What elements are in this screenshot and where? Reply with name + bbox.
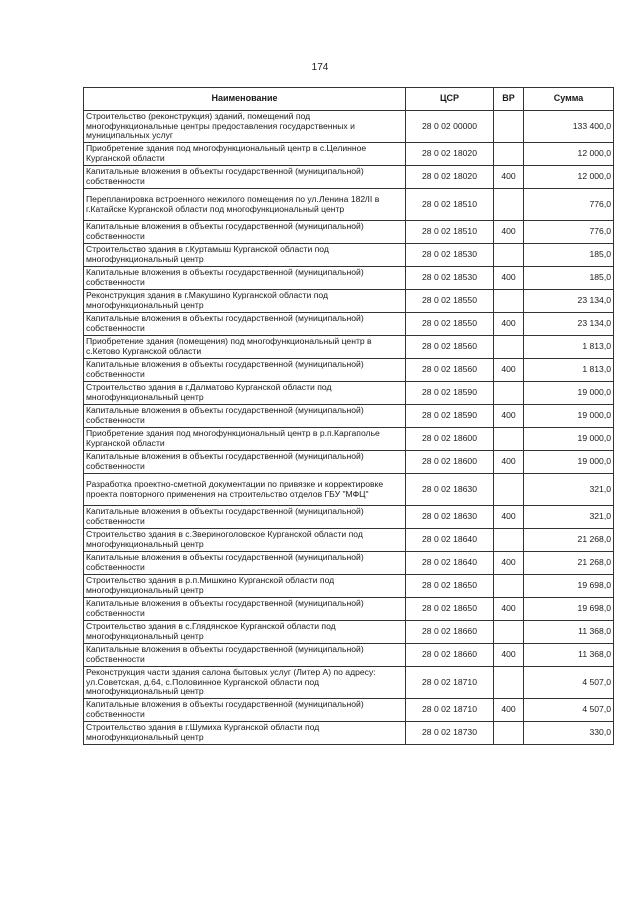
- cell-name: Капитальные вложения в объекты государственной (муниципальной) собственности: [84, 221, 406, 244]
- cell-csr: 28 0 02 18660: [406, 621, 494, 644]
- table-row: [84, 506, 614, 529]
- cell-vr: [494, 722, 524, 745]
- cell-sum: 19 000,0: [524, 428, 614, 451]
- cell-csr: 28 0 02 18550: [406, 313, 494, 336]
- cell-csr: 28 0 02 18550: [406, 290, 494, 313]
- cell-name: Реконструкция части здания салона бытовых услуг (Литер А) по адресу: ул.Советская, д.64, с.Половинное Курганской области под многофункциональный центр: [84, 667, 406, 699]
- cell-csr: 28 0 02 18560: [406, 359, 494, 382]
- cell-name: Строительство здания в г.Куртамыш Курганской области под многофункциональный центр: [84, 244, 406, 267]
- cell-vr: 400: [494, 359, 524, 382]
- table-row: [84, 598, 614, 621]
- table-row: [84, 667, 614, 699]
- cell-sum: 4 507,0: [524, 699, 614, 722]
- cell-name: Капитальные вложения в объекты государственной (муниципальной) собственности: [84, 506, 406, 529]
- table-row: [84, 382, 614, 405]
- table-row: [84, 189, 614, 221]
- cell-csr: 28 0 02 18650: [406, 598, 494, 621]
- cell-sum: 23 134,0: [524, 290, 614, 313]
- cell-sum: 1 813,0: [524, 359, 614, 382]
- table-row: [84, 405, 614, 428]
- header-vr: ВР: [494, 88, 524, 111]
- cell-sum: 321,0: [524, 506, 614, 529]
- cell-csr: 28 0 02 18510: [406, 221, 494, 244]
- cell-vr: 400: [494, 598, 524, 621]
- cell-vr: [494, 111, 524, 143]
- table-row: [84, 621, 614, 644]
- cell-csr: 28 0 02 18630: [406, 506, 494, 529]
- cell-vr: 400: [494, 267, 524, 290]
- cell-sum: 19 000,0: [524, 451, 614, 474]
- table-row: [84, 552, 614, 575]
- cell-vr: [494, 428, 524, 451]
- cell-csr: 28 0 02 18510: [406, 189, 494, 221]
- cell-csr: 28 0 02 18650: [406, 575, 494, 598]
- table-row: [84, 451, 614, 474]
- cell-sum: 185,0: [524, 244, 614, 267]
- cell-name: Строительство здания в с.Звериноголовское Курганской области под многофункциональный центр: [84, 529, 406, 552]
- cell-csr: 28 0 02 00000: [406, 111, 494, 143]
- page-number: 174: [311, 62, 329, 73]
- cell-csr: 28 0 02 18710: [406, 699, 494, 722]
- cell-csr: 28 0 02 18600: [406, 451, 494, 474]
- cell-name: Приобретение здания под многофункциональный центр в с.Целинное Курганской области: [84, 143, 406, 166]
- cell-sum: 330,0: [524, 722, 614, 745]
- cell-name: Строительство здания в р.п.Мишкино Курганской области под многофункциональный центр: [84, 575, 406, 598]
- cell-name: Строительство здания в г.Шумиха Курганской области под многофункциональный центр: [84, 722, 406, 745]
- cell-vr: 400: [494, 644, 524, 667]
- header-csr: ЦСР: [406, 88, 494, 111]
- cell-csr: 28 0 02 18530: [406, 267, 494, 290]
- cell-sum: 11 368,0: [524, 644, 614, 667]
- cell-name: Приобретение здания под многофункциональный центр в р.п.Каргаполье Курганской области: [84, 428, 406, 451]
- table-row: [84, 428, 614, 451]
- table-row: [84, 722, 614, 745]
- cell-name: Капитальные вложения в объекты государственной (муниципальной) собственности: [84, 166, 406, 189]
- cell-name: Строительство (реконструкция) зданий, помещений под многофункциональные центры предоставления государственных и муниципальных услуг: [84, 111, 406, 143]
- cell-csr: 28 0 02 18640: [406, 552, 494, 575]
- cell-vr: 400: [494, 166, 524, 189]
- cell-csr: 28 0 02 18660: [406, 644, 494, 667]
- cell-sum: 11 368,0: [524, 621, 614, 644]
- cell-vr: [494, 621, 524, 644]
- cell-vr: [494, 290, 524, 313]
- cell-sum: 776,0: [524, 221, 614, 244]
- table-row: [84, 111, 614, 143]
- table-row: [84, 267, 614, 290]
- cell-name: Реконструкция здания в г.Макушино Курганской области под многофункциональный центр: [84, 290, 406, 313]
- cell-vr: 400: [494, 506, 524, 529]
- cell-name: Капитальные вложения в объекты государственной (муниципальной) собственности: [84, 644, 406, 667]
- header-sum: Сумма: [524, 88, 614, 111]
- cell-sum: 19 698,0: [524, 575, 614, 598]
- cell-sum: 12 000,0: [524, 166, 614, 189]
- cell-sum: 185,0: [524, 267, 614, 290]
- table-header-row: [84, 88, 614, 111]
- table-row: [84, 244, 614, 267]
- cell-csr: 28 0 02 18600: [406, 428, 494, 451]
- table-row: [84, 359, 614, 382]
- cell-vr: [494, 529, 524, 552]
- cell-name: Капитальные вложения в объекты государственной (муниципальной) собственности: [84, 359, 406, 382]
- table-row: [84, 221, 614, 244]
- cell-csr: 28 0 02 18590: [406, 405, 494, 428]
- cell-sum: 19 000,0: [524, 405, 614, 428]
- table-row: [84, 699, 614, 722]
- cell-name: Разработка проектно-сметной документации по привязке и корректировке проекта повторного применения на строительство отделов ГБУ "МФЦ": [84, 474, 406, 506]
- cell-vr: [494, 189, 524, 221]
- cell-vr: 400: [494, 405, 524, 428]
- cell-sum: 21 268,0: [524, 552, 614, 575]
- cell-csr: 28 0 02 18590: [406, 382, 494, 405]
- table-row: [84, 474, 614, 506]
- cell-name: Капитальные вложения в объекты государственной (муниципальной) собственности: [84, 405, 406, 428]
- cell-sum: 23 134,0: [524, 313, 614, 336]
- cell-csr: 28 0 02 18020: [406, 143, 494, 166]
- cell-sum: 19 000,0: [524, 382, 614, 405]
- cell-vr: 400: [494, 451, 524, 474]
- cell-name: Приобретение здания (помещения) под многофункциональный центр в с.Кетово Курганской области: [84, 336, 406, 359]
- cell-csr: 28 0 02 18020: [406, 166, 494, 189]
- cell-sum: 1 813,0: [524, 336, 614, 359]
- table-row: [84, 575, 614, 598]
- cell-sum: 776,0: [524, 189, 614, 221]
- cell-sum: 321,0: [524, 474, 614, 506]
- cell-sum: 21 268,0: [524, 529, 614, 552]
- cell-vr: [494, 143, 524, 166]
- cell-vr: [494, 575, 524, 598]
- cell-name: Капитальные вложения в объекты государственной (муниципальной) собственности: [84, 552, 406, 575]
- cell-name: Капитальные вложения в объекты государственной (муниципальной) собственности: [84, 267, 406, 290]
- table-row: [84, 336, 614, 359]
- table-row: [84, 166, 614, 189]
- table-row: [84, 529, 614, 552]
- cell-name: Капитальные вложения в объекты государственной (муниципальной) собственности: [84, 313, 406, 336]
- cell-vr: 400: [494, 552, 524, 575]
- table-row: [84, 644, 614, 667]
- header-name: Наименование: [84, 88, 406, 111]
- cell-name: Капитальные вложения в объекты государственной (муниципальной) собственности: [84, 598, 406, 621]
- budget-table: [83, 87, 614, 745]
- cell-vr: [494, 474, 524, 506]
- cell-vr: 400: [494, 313, 524, 336]
- cell-name: Перепланировка встроенного нежилого помещения по ул.Ленина 182/II в г.Катайске Курганской области под многофункциональный центр: [84, 189, 406, 221]
- cell-sum: 19 698,0: [524, 598, 614, 621]
- cell-csr: 28 0 02 18560: [406, 336, 494, 359]
- cell-vr: [494, 336, 524, 359]
- cell-sum: 12 000,0: [524, 143, 614, 166]
- cell-csr: 28 0 02 18710: [406, 667, 494, 699]
- cell-vr: 400: [494, 699, 524, 722]
- cell-csr: 28 0 02 18730: [406, 722, 494, 745]
- table-row: [84, 143, 614, 166]
- cell-vr: [494, 244, 524, 267]
- cell-name: Строительство здания в с.Глядянское Курганской области под многофункциональный центр: [84, 621, 406, 644]
- cell-vr: [494, 667, 524, 699]
- cell-sum: 4 507,0: [524, 667, 614, 699]
- cell-name: Капитальные вложения в объекты государственной (муниципальной) собственности: [84, 451, 406, 474]
- cell-name: Строительство здания в г.Далматово Курганской области под многофункциональный центр: [84, 382, 406, 405]
- cell-vr: 400: [494, 221, 524, 244]
- cell-csr: 28 0 02 18640: [406, 529, 494, 552]
- cell-sum: 133 400,0: [524, 111, 614, 143]
- cell-csr: 28 0 02 18530: [406, 244, 494, 267]
- cell-name: Капитальные вложения в объекты государственной (муниципальной) собственности: [84, 699, 406, 722]
- cell-vr: [494, 382, 524, 405]
- table-row: [84, 313, 614, 336]
- cell-csr: 28 0 02 18630: [406, 474, 494, 506]
- table-row: [84, 290, 614, 313]
